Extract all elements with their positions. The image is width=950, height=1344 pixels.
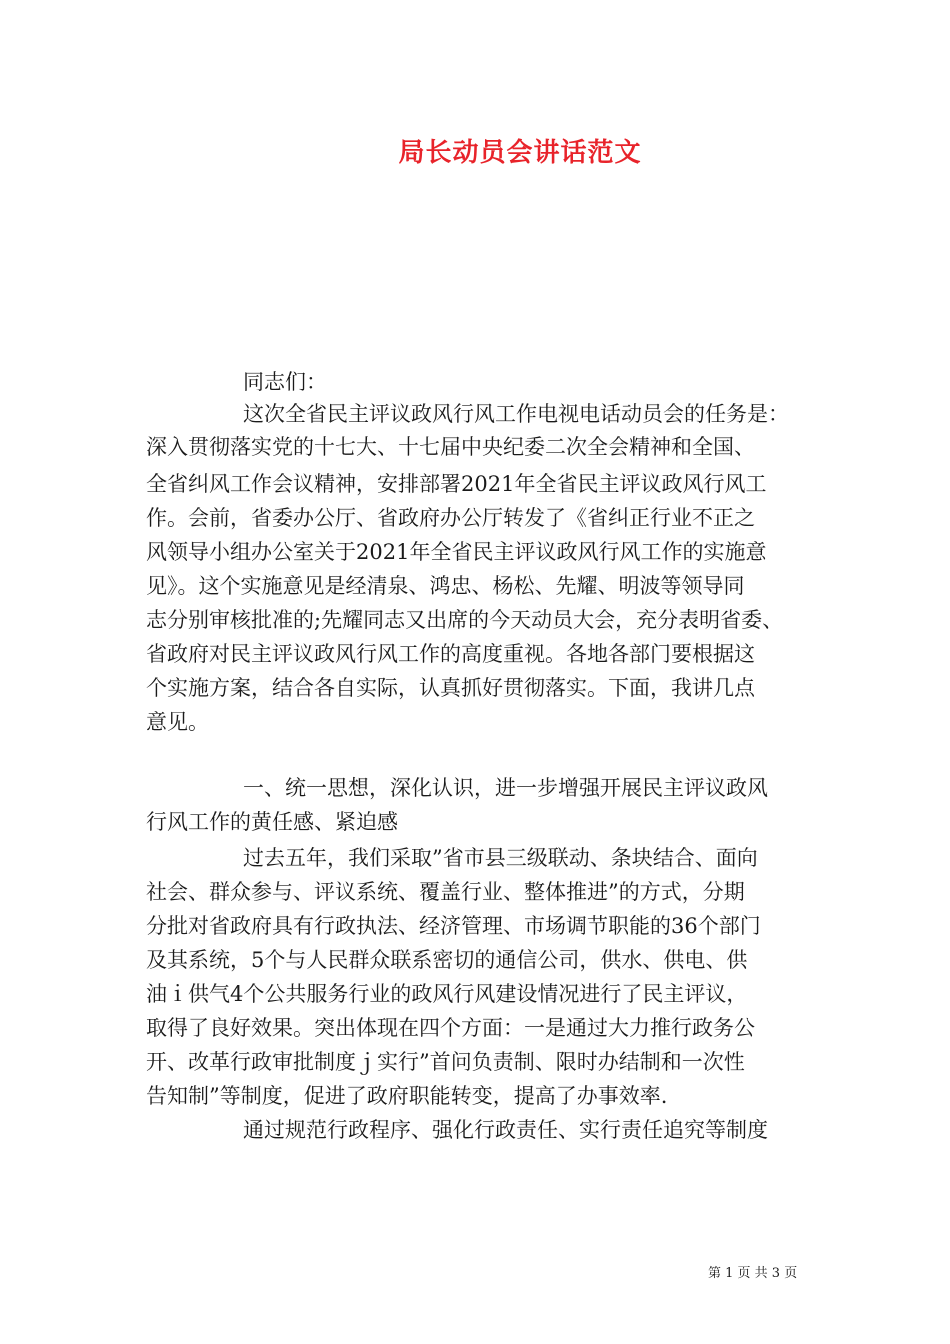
body-line: 油ｉ供气4个公共服务行业的政风行风建设情况进行了民主评议， bbox=[146, 982, 748, 1006]
body-line: 见》。这个实施意见是经清泉、鸿忠、杨松、先耀、明波等领导同 bbox=[146, 574, 745, 598]
document-title: 局长动员会讲话范文 bbox=[398, 138, 642, 168]
body-line: 风领导小组办公室关于2021年全省民主评议政风行风工作的实施意 bbox=[146, 540, 767, 564]
body-line: 省政府对民主评议政风行风工作的高度重视。各地各部门要根据这 bbox=[146, 642, 755, 666]
body-line: 同志们： bbox=[243, 370, 327, 394]
body-line: 个实施方案，结合各自实际，认真抓好贯彻落实。下面，我讲几点 bbox=[146, 676, 755, 700]
body-line: 志分别审核批准的;先耀同志又出席的今天动员大会，充分表明省委、 bbox=[146, 608, 784, 632]
body-line: 深入贯彻落实党的十七大、十七届中央纪委二次全会精神和全国、 bbox=[146, 435, 755, 459]
body-line: 告知制”等制度，促进了政府职能转变，提高了办事效率. bbox=[146, 1084, 668, 1108]
body-line: 意见。 bbox=[146, 710, 209, 734]
body-line: 分批对省政府具有行政执法、经济管理、市场调节职能的36个部门 bbox=[146, 914, 761, 938]
body-line: 及其系统，5个与人民群众联系密切的通信公司，供水、供电、供 bbox=[146, 948, 748, 972]
body-line: 通过规范行政程序、强化行政责任、实行责任追究等制度 bbox=[243, 1118, 768, 1142]
page-number: 第 1 页 共 3 页 bbox=[708, 1266, 798, 1281]
body-line: 这次全省民主评议政风行风工作电视电话动员会的任务是： bbox=[243, 402, 789, 426]
body-line: 开、改革行政审批制度ｊ实行”首问负责制、限时办结制和一次性 bbox=[146, 1050, 745, 1074]
section-heading: 一、统一思想，深化认识，进一步增强开展民主评议政风 bbox=[243, 776, 768, 800]
body-line: 社会、群众参与、评议系统、覆盖行业、整体推进”的方式，分期 bbox=[146, 880, 745, 904]
body-line: 作。会前，省委办公厅、省政府办公厅转发了《省纠正行业不正之 bbox=[146, 506, 755, 530]
body-line: 全省纠风工作会议精神，安排部署2021年全省民主评议政风行风工 bbox=[146, 472, 767, 496]
section-heading: 行风工作的黄任感、紧迫感 bbox=[146, 810, 398, 834]
body-line: 过去五年，我们采取”省市县三级联动、条块结合、面向 bbox=[243, 846, 758, 870]
body-line: 取得了良好效果。突出体现在四个方面：一是通过大力推行政务公 bbox=[146, 1016, 755, 1040]
